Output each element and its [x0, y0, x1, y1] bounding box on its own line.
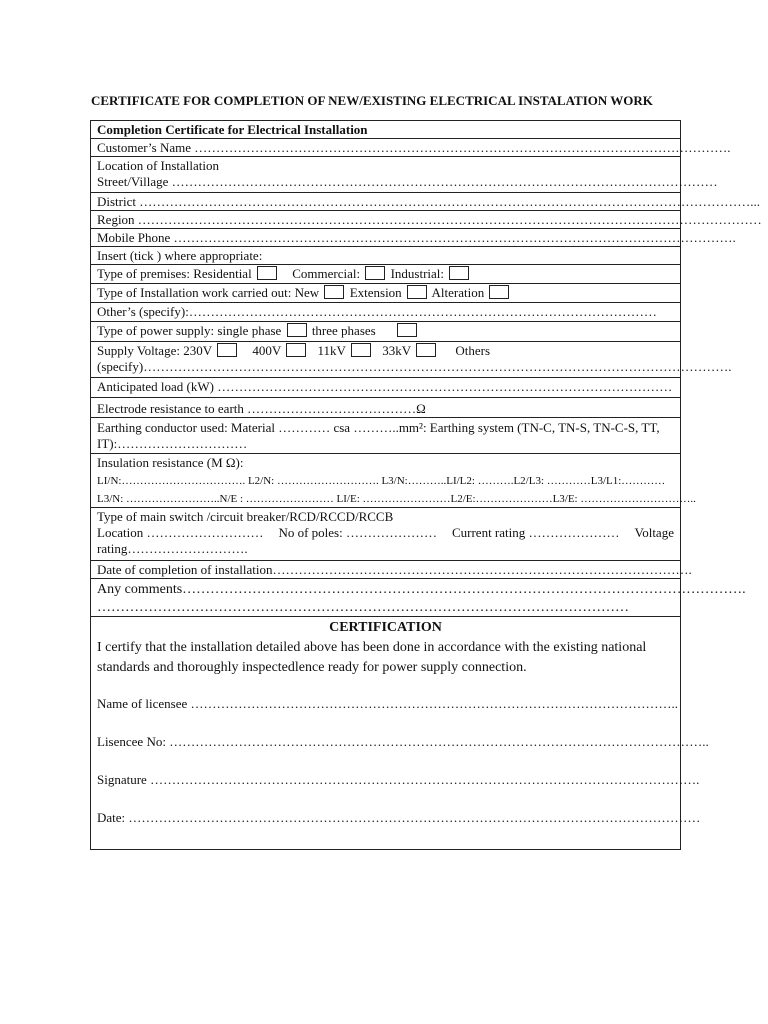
- voltage-label: Supply Voltage: 230V: [97, 343, 212, 358]
- power-supply-row: [91, 322, 680, 342]
- comments-field-1[interactable]: Any comments………………………………………………………………………………………………………….: [97, 582, 746, 597]
- others-specify-field[interactable]: Other’s (specify):………………………………………………………………………………………………: [91, 303, 680, 322]
- supply-label: Type of power supply: single phase: [97, 323, 282, 338]
- 33kv-label: 33kV: [382, 343, 411, 358]
- page-title: CERTIFICATE FOR COMPLETION OF NEW/EXISTING ELECTRICAL INSTALATION WORK: [91, 93, 653, 108]
- region-field[interactable]: Region ………………………………………………………………………………………………………………………………: [91, 211, 680, 229]
- supply-voltage-row: [91, 342, 732, 378]
- installation-type-row: [91, 284, 680, 303]
- residential-checkbox[interactable]: [257, 266, 277, 280]
- mobile-phone-field[interactable]: Mobile Phone ………………………………………………………………………………………………………………….: [91, 229, 680, 247]
- extension-label: Extension: [349, 285, 402, 300]
- insulation-line-1[interactable]: LI/N:……………………………. L2/N: ………………………. L3/N:………..LI/L2: ……….L2/L3: …………L3/L1:…………: [97, 475, 666, 487]
- others-voltage-label: Others: [455, 343, 491, 358]
- premises-row: [91, 265, 680, 284]
- district-field[interactable]: District ……………………………………………………………………………………………………………………………...: [91, 193, 680, 211]
- alteration-checkbox[interactable]: [489, 285, 509, 299]
- certification-block: [91, 617, 709, 849]
- location-label: Location of Installation: [97, 158, 220, 173]
- 11kv-checkbox[interactable]: [351, 343, 371, 357]
- switch-current-field[interactable]: Current rating …………………: [451, 525, 620, 540]
- premises-label: Type of premises: Residential: [97, 266, 252, 281]
- switch-voltage-label: Voltage: [634, 525, 674, 540]
- industrial-label: Industrial:: [390, 266, 445, 281]
- switch-poles-field[interactable]: No of poles: …………………: [278, 525, 437, 540]
- certification-heading: CERTIFICATION: [329, 620, 442, 635]
- 33kv-checkbox[interactable]: [416, 343, 436, 357]
- licensee-number-field[interactable]: Lisencee No: ……………………………………………………………………………………………………………..: [97, 734, 709, 749]
- insulation-block: [91, 454, 696, 508]
- location-block: [91, 157, 718, 193]
- comments-block: [91, 579, 746, 617]
- anticipated-load-field[interactable]: Anticipated load (kW) ……………………………………………………………………………………………: [91, 378, 680, 398]
- street-field[interactable]: Street/Village ………………………………………………………………………………………………………………: [97, 174, 718, 189]
- date-field[interactable]: Date: ……………………………………………………………………………………………………………………: [97, 810, 701, 825]
- customer-name-field[interactable]: Customer’s Name …………………………………………………………………………………………………………….: [91, 139, 680, 157]
- form-heading: Completion Certificate for Electrical Installation: [91, 121, 680, 139]
- installation-label: Type of Installation work carried out: New: [97, 285, 320, 300]
- insulation-line-2[interactable]: L3/N: ……………………..N/E : …………………… LI/E: ……………………L2/E:…………………L3/E: …………………………..: [97, 493, 696, 505]
- single-phase-checkbox[interactable]: [287, 323, 307, 337]
- 11kv-label: 11kV: [317, 343, 346, 358]
- switch-location-field[interactable]: Location ………………………: [97, 525, 264, 540]
- licensee-name-field[interactable]: Name of licensee …………………………………………………………………………………………………..: [97, 696, 678, 711]
- earthing-field[interactable]: Earthing conductor used: Material ………… csa ………..mm²: Earthing system (TN-C, TN-S, TN-C-S, TT, IT):…………………………: [91, 418, 680, 454]
- main-switch-block: [91, 508, 680, 561]
- main-switch-label: Type of main switch /circuit breaker/RCD/RCCD/RCCB: [97, 509, 394, 524]
- comments-field-2[interactable]: ……………………………………………………………………………………………………: [97, 600, 629, 615]
- commercial-label: Commercial:: [292, 266, 361, 281]
- extension-checkbox[interactable]: [407, 285, 427, 299]
- completion-date-field[interactable]: Date of completion of installation…………………………………………………………………………………….: [91, 561, 680, 579]
- voltage-specify-field[interactable]: (specify)……………………………………………………………………………………………………………………….: [97, 359, 732, 374]
- certification-text: I certify that the installation detailed above has been done in accordance with the existing national standards and thoroughly inspectedlence ready for power supply connection.: [97, 640, 647, 675]
- insulation-label: Insulation resistance (M Ω):: [97, 455, 244, 470]
- switch-voltage-rating-field[interactable]: rating……………………….: [97, 541, 248, 556]
- signature-field[interactable]: Signature ……………………………………………………………………………………………………………….: [97, 772, 700, 787]
- 230v-checkbox[interactable]: [217, 343, 237, 357]
- new-checkbox[interactable]: [324, 285, 344, 299]
- industrial-checkbox[interactable]: [449, 266, 469, 280]
- 400v-checkbox[interactable]: [286, 343, 306, 357]
- alteration-label: Alteration: [431, 285, 485, 300]
- 400v-label: 400V: [252, 343, 282, 358]
- insert-tick-label: Insert (tick ) where appropriate:: [91, 247, 680, 265]
- three-phase-label: three phases: [311, 323, 376, 338]
- completion-form: [90, 120, 762, 850]
- three-phase-checkbox[interactable]: [397, 323, 417, 337]
- electrode-resistance-field[interactable]: Electrode resistance to earth …………………………………Ω: [91, 398, 680, 418]
- commercial-checkbox[interactable]: [365, 266, 385, 280]
